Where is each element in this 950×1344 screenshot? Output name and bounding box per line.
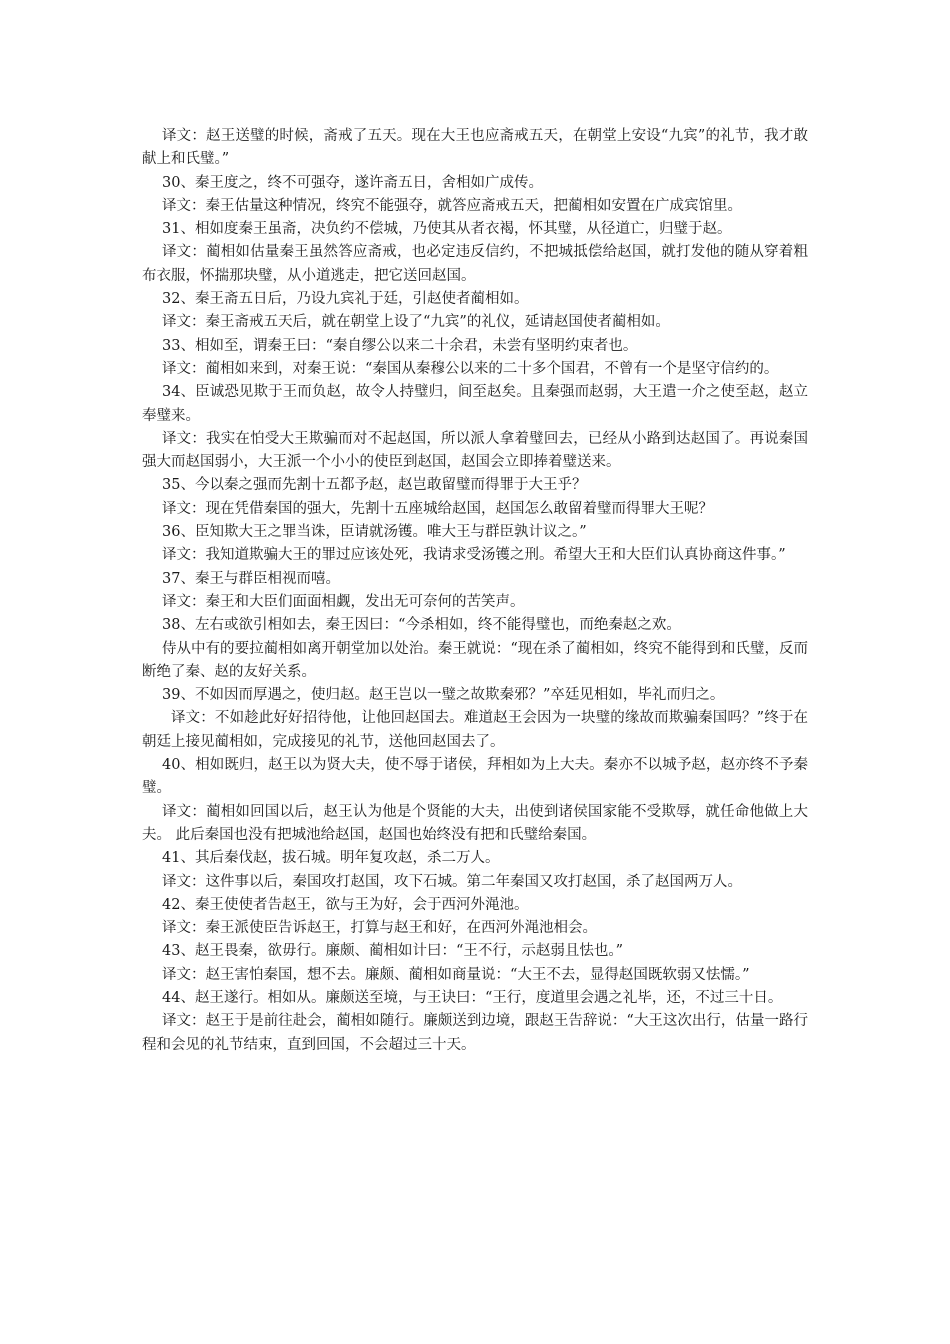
translation-paragraph: 译文：蔺相如来到，对秦王说：“秦国从秦穆公以来的二十多个国君，不曾有一个是坚守信约的。	[162, 360, 779, 377]
translation-paragraph: 译文：我知道欺骗大王的罪过应该处死，我请求受汤镬之刑。希望大王和大臣们认真协商这件事。”	[162, 547, 786, 564]
original-paragraph: 35、今以秦之强而先割十五都予赵，赵岂敢留璧而得罪于大王乎？	[162, 477, 587, 494]
translation-paragraph: 译文：蔺相如回国以后，赵王认为他是个贤能的大夫，出使到诸侯国家能不受欺辱，就任命他做上大夫。 此后秦国也没有把城池给赵国，赵国也始终没有把和氏璧给秦国。	[142, 803, 808, 843]
original-paragraph: 32、秦王斋五日后，乃设九宾礼于廷，引赵使者蔺相如。	[162, 291, 529, 308]
original-paragraph: 36、臣知欺大王之罪当诛，臣请就汤镬。唯大王与群臣孰计议之。”	[162, 524, 587, 541]
translation-paragraph: 译文：秦王斋戒五天后，就在朝堂上设了“九宾”的礼仪，延请赵国使者蔺相如。	[162, 314, 670, 331]
translation-paragraph: 译文：赵王于是前往赴会，蔺相如随行。廉颇送到边境，跟赵王告辞说：“大王这次出行，估量一路行程和会见的礼节结束，直到回国，不会超过三十天。	[142, 1013, 808, 1053]
original-paragraph: 41、其后秦伐赵，拔石城。明年复攻赵，杀二万人。	[162, 850, 500, 867]
translation-paragraph: 译文：这件事以后，秦国攻打赵国，攻下石城。第二年秦国又攻打赵国，杀了赵国两万人。	[162, 873, 742, 890]
original-paragraph: 31、相如度秦王虽斋，决负约不偿城，乃使其从者衣褐，怀其璧，从径道亡，归璧于赵。	[162, 221, 732, 238]
original-paragraph: 43、赵王畏秦，欲毋行。廉颇、蔺相如计曰：“王不行，示赵弱且怯也。”	[162, 943, 624, 960]
translation-paragraph: 译文：秦王派使臣告诉赵王，打算与赵王和好，在西河外渑池相会。	[162, 920, 597, 937]
original-paragraph: 30、秦王度之，终不可强夺，遂许斋五日，舍相如广成传。	[162, 174, 543, 191]
translation-paragraph: 译文：蔺相如估量秦王虽然答应斋戒，也必定违反信约，不把城抵偿给赵国，就打发他的随从穿着粗布衣服，怀揣那块璧，从小道逃走，把它送回赵国。	[142, 244, 808, 284]
original-paragraph: 44、赵王遂行。相如从。廉颇送至境，与王诀曰：“王行，度道里会遇之礼毕，还，不过三十日。	[162, 989, 783, 1006]
original-paragraph: 37、秦王与群臣相视而嘻。	[162, 570, 340, 587]
original-paragraph: 42、秦王使使者告赵王，欲与王为好，会于西河外渑池。	[162, 896, 529, 913]
original-paragraph: 33、相如至，谓秦王曰：“秦自缪公以来二十余君，未尝有坚明约束者也。	[162, 337, 638, 354]
document-body	[142, 125, 808, 1057]
original-paragraph: 39、不如因而厚遇之，使归赵。赵王岂以一璧之故欺秦邪？”卒廷见相如，毕礼而归之。	[162, 687, 725, 704]
original-paragraph: 34、臣诚恐见欺于王而负赵，故令人持璧归，间至赵矣。且秦强而赵弱，大王遣一介之使至赵，赵立奉璧来。	[142, 384, 808, 424]
translation-paragraph: 译文：赵王害怕秦国，想不去。廉颇、蔺相如商量说：“大王不去，显得赵国既软弱又怯懦。”	[162, 966, 750, 983]
translation-paragraph: 译文：赵王送璧的时候，斋戒了五天。现在大王也应斋戒五天，在朝堂上安设“九宾”的礼节，我才敢献上和氏璧。”	[142, 128, 808, 168]
translation-paragraph: 译文：不如趁此好好招待他，让他回赵国去。难道赵王会因为一块璧的缘故而欺骗秦国吗？”终于在朝廷上接见蔺相如，完成接见的礼节，送他回赵国去了。	[142, 710, 808, 750]
translation-paragraph: 侍从中有的要拉蔺相如离开朝堂加以处治。秦王就说：“现在杀了蔺相如，终究不能得到和氏璧，反而断绝了秦、赵的友好关系。	[142, 640, 808, 680]
translation-paragraph: 译文：秦王和大臣们面面相觑，发出无可奈何的苦笑声。	[162, 593, 525, 610]
translation-paragraph: 译文：现在凭借秦国的强大，先割十五座城给赵国，赵国怎么敢留着璧而得罪大王呢？	[162, 500, 713, 517]
original-paragraph: 40、相如既归，赵王以为贤大夫，使不辱于诸侯，拜相如为上大夫。秦亦不以城予赵，赵亦终不予秦璧。	[142, 757, 808, 797]
original-paragraph: 38、左右或欲引相如去，秦王因曰：“今杀相如，终不能得璧也，而绝秦赵之欢。	[162, 617, 681, 634]
translation-paragraph: 译文：我实在怕受大王欺骗而对不起赵国，所以派人拿着璧回去，已经从小路到达赵国了。再说秦国强大而赵国弱小，大王派一个小小的使臣到赵国，赵国会立即捧着璧送来。	[142, 430, 808, 471]
translation-paragraph: 译文：秦王估量这种情况，终究不能强夺，就答应斋戒五天，把蔺相如安置在广成宾馆里。	[162, 197, 742, 214]
